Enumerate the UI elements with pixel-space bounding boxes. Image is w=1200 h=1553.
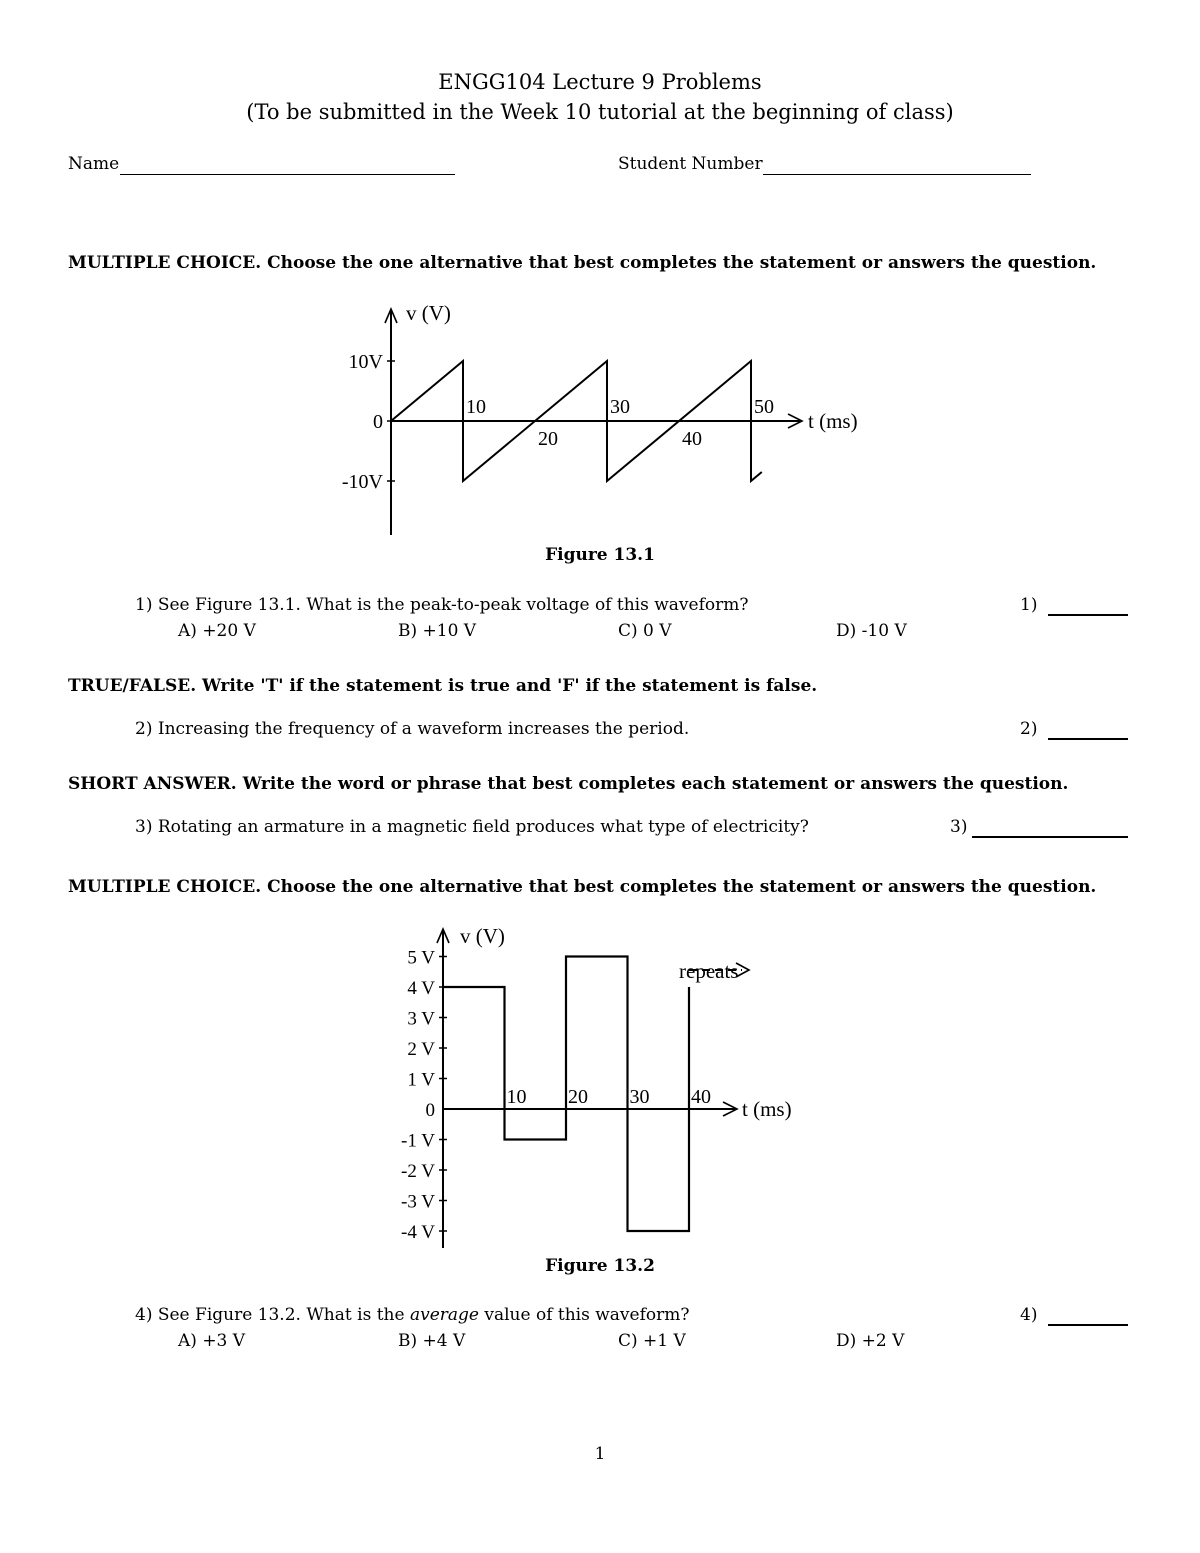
fig2-y-tick-label: 0 [425, 1100, 435, 1121]
figure-13-2-caption: Figure 13.2 [545, 1256, 655, 1276]
fig2-y-tick-label: 5 V [407, 947, 435, 969]
fig2-x-tick-label: 20 [568, 1086, 588, 1108]
fig1-x-tick-label: 40 [682, 428, 702, 450]
figure-13-1-chart [320, 295, 880, 540]
page-subtitle: (To be submitted in the Week 10 tutorial at the beginning of class) [246, 100, 954, 124]
fig2-series-line [443, 957, 689, 1232]
question-2-answer-blank[interactable] [1048, 738, 1128, 740]
question-4-answer-blank[interactable] [1048, 1324, 1128, 1326]
page-number: 1 [594, 1444, 606, 1464]
fig2-x-tick-label: 30 [629, 1086, 650, 1108]
question-3-text: 3) Rotating an armature in a magnetic field produces what type of electricity? [135, 817, 809, 837]
name-field[interactable] [120, 174, 455, 175]
name-label: Name [68, 154, 120, 174]
fig1-x-label: t (ms) [808, 409, 858, 433]
fig2-y-label: v (V) [460, 924, 505, 948]
question-4-text-before: 4) See Figure 13.2. What is the [135, 1305, 410, 1325]
question-1-text: 1) See Figure 13.1. What is the peak-to-peak voltage of this waveform? [135, 595, 749, 615]
question-1-option-b[interactable]: B) +10 V [398, 621, 477, 641]
fig2-y-tick-label: -1 V [401, 1130, 435, 1152]
fig2-y-tick-label: 4 V [407, 978, 435, 999]
fig1-x-tick-label: 10 [466, 396, 486, 418]
fig2-x-tick-label: 10 [506, 1086, 527, 1108]
question-3-number: 3) [950, 817, 968, 837]
section-instructions-sa: SHORT ANSWER. Write the word or phrase that best completes each statement or answers the question. [68, 774, 1069, 794]
question-1-number: 1) [1020, 595, 1038, 615]
question-2-number: 2) [1020, 719, 1038, 739]
question-4-option-c[interactable]: C) +1 V [618, 1331, 686, 1351]
fig2-y-tick-label: -4 V [401, 1222, 435, 1243]
fig2-y-tick-label: -2 V [401, 1161, 435, 1182]
fig2-y-tick-label: 3 V [407, 1008, 435, 1030]
section-instructions-mc1: MULTIPLE CHOICE. Choose the one alternative that best completes the statement or answers the question. [68, 253, 1097, 273]
fig1-x-tick-label: 50 [754, 396, 774, 418]
fig1-y-tick-label: -10V [341, 471, 383, 493]
fig1-x-tick-label: 20 [538, 428, 558, 450]
fig2-y-tick-label: 1 V [407, 1069, 435, 1091]
question-1-option-d[interactable]: D) -10 V [836, 621, 907, 641]
figure-13-1-caption: Figure 13.1 [545, 545, 655, 565]
student-number-label: Student Number [618, 154, 763, 174]
fig1-y-tick-label: 0 [373, 411, 383, 433]
question-4-number: 4) [1020, 1305, 1038, 1325]
fig2-y-tick-label: -3 V [401, 1191, 435, 1213]
fig1-y-label: v (V) [406, 301, 451, 325]
fig2-x-tick-label: 40 [691, 1086, 711, 1108]
student-number-field[interactable] [763, 174, 1031, 175]
question-4-text-after: value of this waveform? [478, 1305, 690, 1325]
figure-13-2-chart [380, 918, 820, 1253]
figure-13-2-plot [401, 924, 792, 1248]
question-4-text [135, 1305, 689, 1325]
question-1-option-c[interactable]: C) 0 V [618, 621, 672, 641]
figure-13-1-plot [342, 301, 858, 535]
fig2-x-label: t (ms) [742, 1097, 792, 1121]
question-3-answer-blank[interactable] [972, 836, 1128, 838]
section-instructions-tf: TRUE/FALSE. Write 'T' if the statement is true and 'F' if the statement is false. [68, 676, 818, 696]
question-1-answer-blank[interactable] [1048, 614, 1128, 616]
question-1-option-a[interactable]: A) +20 V [178, 621, 256, 641]
question-2-text: 2) Increasing the frequency of a waveform increases the period. [135, 719, 690, 739]
fig1-y-tick-label: 10V [348, 351, 383, 373]
fig2-y-tick-label: 2 V [407, 1039, 435, 1060]
section-instructions-mc2: MULTIPLE CHOICE. Choose the one alternative that best completes the statement or answers the question. [68, 877, 1097, 897]
question-4-option-a[interactable]: A) +3 V [178, 1331, 246, 1351]
question-4-option-d[interactable]: D) +2 V [836, 1331, 905, 1351]
fig2-annotation-label: repeats [679, 959, 739, 983]
fig1-x-tick-label: 30 [610, 396, 630, 418]
page-title: ENGG104 Lecture 9 Problems [438, 70, 762, 94]
question-4-option-b[interactable]: B) +4 V [398, 1331, 466, 1351]
question-4-text-emphasis: average [409, 1305, 479, 1325]
